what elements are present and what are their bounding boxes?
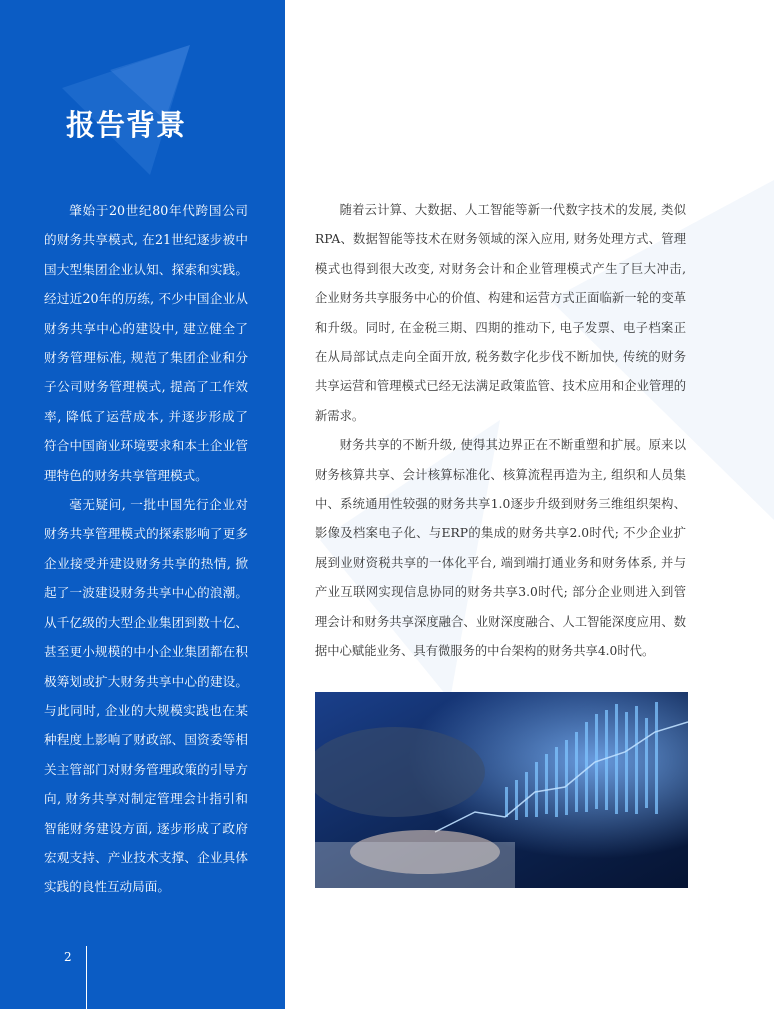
sidebar-body: [44, 196, 248, 902]
page-number-divider: [86, 946, 87, 1009]
finance-photo: [315, 692, 688, 888]
page-title: 报告背景: [66, 108, 187, 142]
main-paragraph-1: 随着云计算、大数据、人工智能等新一代数字技术的发展, 类似RPA、数据智能等技术在财务领域的深入应用, 财务处理方式、管理模式也得到很大改变, 对财务会计和企业管理模式产生了巨大冲击, 企业财务共享服务中心的价值、构建和运营方式正面临新一轮的变革和升级。同时, 在金税三期、四期的推动下, 电子发票、电子档案正在从局部试点走向全面开放, 税务数字化步伐不断加快, 传统的财务共享运营和管理模式已经无法满足政策监管、技术应用和企业管理的新需求。: [315, 203, 686, 423]
sidebar-panel: [0, 0, 285, 1009]
sidebar-paragraph-1: 肇始于20世纪80年代跨国公司的财务共享模式, 在21世纪逐步被中国大型集团企业认知、探索和实践。经过近20年的历练, 不少中国企业从财务共享中心的建设中, 建立健全了财务管理标准, 规范了集团企业和分子公司财务管理模式, 提高了工作效率, 降低了运营成本, 并逐步形成了符合中国商业环境要求和本土企业管理特色的财务共享管理模式。: [44, 203, 248, 483]
page-number: 2: [64, 950, 72, 964]
main-paragraph-2: 财务共享的不断升级, 使得其边界正在不断重塑和扩展。原来以财务核算共享、会计核算标准化、核算流程再造为主, 组织和人员集中、系统通用性较强的财务共享1.0逐步升级到财务三维组织架构、影像及档案电子化、与ERP的集成的财务共享2.0时代; 不少企业扩展到业财资税共享的一体化平台, 端到端打通业务和财务体系, 并与产业互联网实现信息协同的财务共享3.0时代; 部分企业则进入到管理会计和财务共享深度融合、业财深度融合、人工智能深度应用、数据中心赋能业务、具有微服务的中台架构的财务共享4.0时代。: [315, 438, 686, 659]
main-body: [315, 196, 686, 667]
finance-photo-illustration: [315, 692, 688, 888]
sidebar-paragraph-2: 毫无疑问, 一批中国先行企业对财务共享管理模式的探索影响了更多企业接受并建设财务共享的热情, 掀起了一波建设财务共享中心的浪潮。从千亿级的大型企业集团到数十亿、甚至更小规模的中小企业集团都在积极筹划或扩大财务共享中心的建设。与此同时, 企业的大规模实践也在某种程度上影响了财政部、国资委等相关主管部门对财务管理政策的引导方向, 财务共享对制定管理会计指引和智能财务建设方面, 逐步形成了政府宏观支持、产业技术支撑、企业具体实践的良性互动局面。: [44, 497, 248, 895]
